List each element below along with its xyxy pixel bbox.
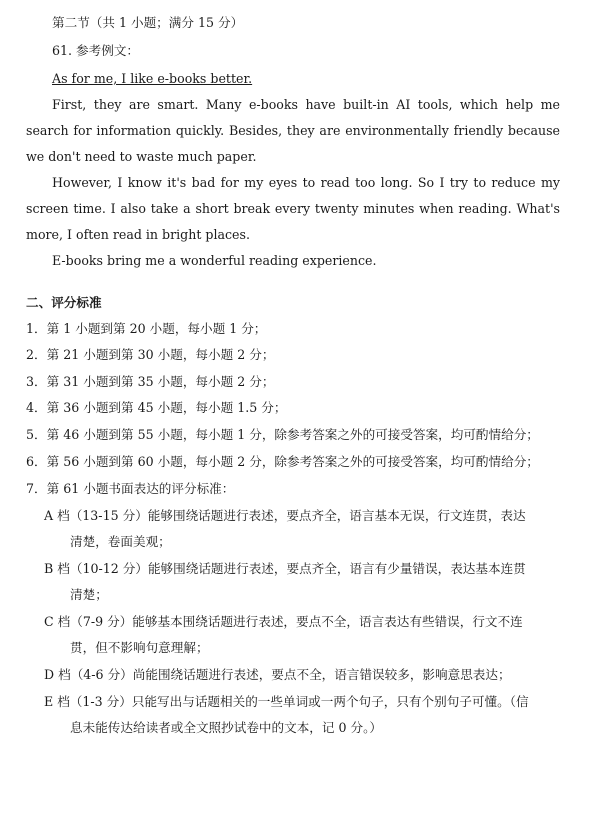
criteria-item-5: 5．第 46 小题到第 55 小题，每小题 1 分，除参考答案之外的可接受答案，均可酌情给分； <box>26 427 539 442</box>
grade-e <box>44 689 564 741</box>
grade-b-line1: B 档（10-12 分）能够围绕话题进行表述，要点齐全，语言有少量错误，表达基本连贯 <box>44 561 526 576</box>
essay-paragraph-3: E-books bring me a wonderful reading experience. <box>52 253 377 268</box>
grade-b <box>44 556 564 608</box>
grade-a-line1: A 档（13-15 分）能够围绕话题进行表述，要点齐全，语言基本无误，行文连贯，表达 <box>44 508 526 523</box>
grade-c-line2: 贯，但不影响句意理解； <box>70 640 209 655</box>
criteria-item-6: 6．第 56 小题到第 60 小题，每小题 2 分，除参考答案之外的可接受答案，均可酌情给分； <box>26 454 539 469</box>
grade-c-line1: C 档（7-9 分）能够基本围绕话题进行表述，要点不全，语言表达有些错误，行文不连 <box>44 614 523 629</box>
criteria-item-7: 7．第 61 小题书面表达的评分标准： <box>26 481 235 496</box>
criteria-item-4: 4．第 36 小题到第 45 小题，每小题 1.5 分； <box>26 400 287 415</box>
grade-e-line2: 息未能传达给读者或全文照抄试卷中的文本，记 0 分。） <box>70 720 382 735</box>
grade-a <box>44 503 564 555</box>
criteria-item-3: 3．第 31 小题到第 35 小题，每小题 2 分； <box>26 374 275 389</box>
grade-c <box>44 609 564 661</box>
essay-title: As for me, I like e-books better. <box>52 71 253 86</box>
criteria-heading: 二、评分标准 <box>26 295 102 310</box>
grade-d-line1: D 档（4-6 分）尚能围绕话题进行表述，要点不全，语言错误较多，影响意思表达； <box>44 667 511 682</box>
grade-a-line2: 清楚，卷面美观； <box>70 534 171 549</box>
essay-paragraph-2: However, I know it's bad for my eyes to read too long. So I try to reduce my screen time. I also take a short break every twenty minutes when reading. What's more, I often read in bright places. <box>26 175 560 242</box>
grade-d <box>44 662 564 688</box>
grade-e-line1: E 档（1-3 分）只能写出与话题相关的一些单词或一两个句子，只有个别句子可懂。（信 <box>44 694 529 709</box>
criteria-item-1: 1．第 1 小题到第 20 小题，每小题 1 分； <box>26 321 267 336</box>
grade-b-line2: 清楚； <box>70 587 108 602</box>
item-label: 61. 参考例文： <box>52 43 140 58</box>
essay-body <box>26 92 560 274</box>
criteria-item-2: 2．第 21 小题到第 30 小题，每小题 2 分； <box>26 347 275 362</box>
section-heading: 第二节（共 1 小题；满分 15 分） <box>52 15 244 30</box>
essay-paragraph-1: First, they are smart. Many e‑books have built‑in AI tools, which help me search for information quickly. Besides, they are environmentally friendly because we don't need to waste much paper. <box>26 97 560 164</box>
